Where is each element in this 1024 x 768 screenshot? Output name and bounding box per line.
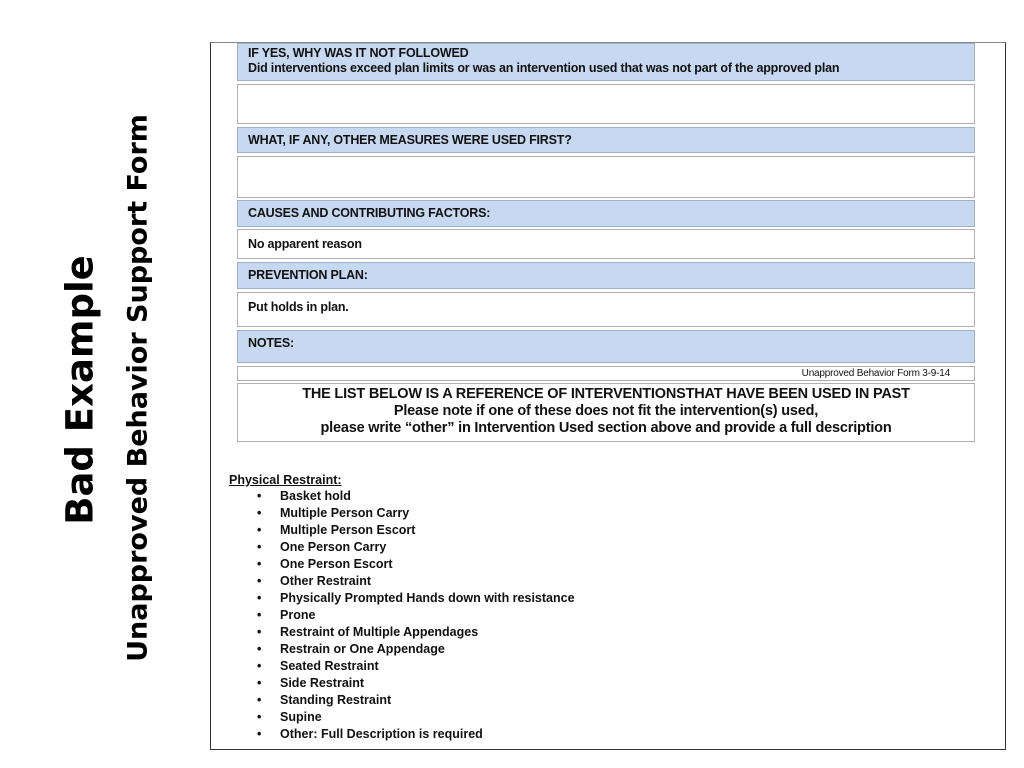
section-header-prevention-plan: PREVENTION PLAN:: [237, 262, 975, 289]
list-item: • Prone: [229, 607, 575, 624]
list-item: • Side Restraint: [229, 675, 575, 692]
slide-subtitle: Unapproved Behavior Support Form: [122, 114, 154, 662]
section-header-notes[interactable]: NOTES:: [237, 330, 975, 363]
section-header-causes: CAUSES AND CONTRIBUTING FACTORS:: [237, 200, 975, 227]
reference-line: Please note if one of these does not fit the intervention(s) used,: [393, 403, 819, 419]
answer-field-prevention-plan[interactable]: Put holds in plan.: [237, 292, 975, 327]
list-item: • One Person Carry: [229, 539, 575, 556]
list-item: • Restrain or One Appendage: [229, 641, 575, 658]
list-item: • Physically Prompted Hands down with resistance: [229, 590, 575, 607]
slide-title: Bad Example: [58, 255, 102, 525]
answer-field-causes[interactable]: No apparent reason: [237, 229, 975, 259]
list-item: • Seated Restraint: [229, 658, 575, 675]
list-item: • Other Restraint: [229, 573, 575, 590]
answer-field-why-not-followed[interactable]: [237, 84, 975, 124]
section-header-why-not-followed: [237, 43, 975, 81]
list-item: • Standing Restraint: [229, 692, 575, 709]
section-title: IF YES, WHY WAS IT NOT FOLLOWED: [248, 46, 469, 60]
list-item: • Basket hold: [229, 488, 575, 505]
list-item: • Restraint of Multiple Appendages: [229, 624, 575, 641]
list-item: • One Person Escort: [229, 556, 575, 573]
form-footer: Unapproved Behavior Form 3-9-14: [237, 366, 975, 381]
reference-line: please write “other” in Intervention Used section above and provide a full description: [320, 420, 892, 436]
section-question: Did interventions exceed plan limits or was an intervention used that was not part of the approved plan: [248, 61, 840, 75]
list-item: • Multiple Person Carry: [229, 505, 575, 522]
list-heading: Physical Restraint: [229, 473, 338, 487]
list-item: • Multiple Person Escort: [229, 522, 575, 539]
list-heading-colon: :: [337, 473, 342, 487]
intervention-list: [229, 472, 575, 743]
reference-note-box: [237, 383, 975, 442]
section-header-other-measures: WHAT, IF ANY, OTHER MEASURES WERE USED FIRST?: [237, 127, 975, 153]
list-item: • Supine: [229, 709, 575, 726]
list-item: • Other: Full Description is required: [229, 726, 575, 743]
reference-heading: THE LIST BELOW IS A REFERENCE OF INTERVENTIONSTHAT HAVE BEEN USED IN PAST: [302, 386, 910, 402]
answer-field-other-measures[interactable]: [237, 156, 975, 198]
